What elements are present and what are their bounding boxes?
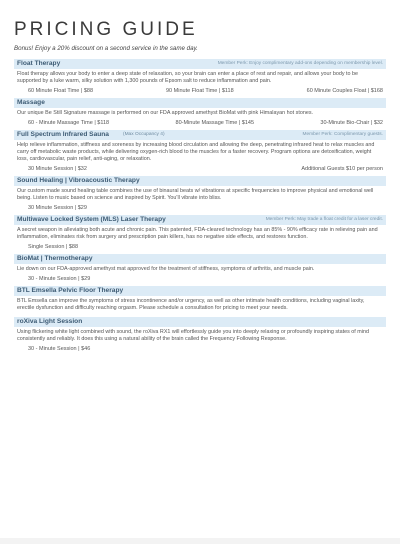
section-description: A secret weapon in alleviating both acute and chronic pain. This patented, FDA-cleared technology has an 85% - 90% efficacy rate in relieving pain and inflammation, eliminates risk from surgery and prescription pain killers, has no negative side effects, and restores function.	[17, 227, 378, 240]
price-item: Single Session | $88	[28, 244, 79, 250]
max-occupancy: (Max Occupancy 4)	[122, 132, 165, 137]
section-roxiva	[14, 317, 386, 354]
price-item: 30 Minute Session | $32	[28, 166, 87, 172]
price-item: 60 Minute Float Time | $88	[28, 88, 94, 94]
price-item: 30-Minute Bio-Chair | $32	[320, 120, 383, 126]
price-item: 30 - Minute Session | $46	[28, 346, 91, 352]
section-title: Multiwave Locked System (MLS) Laser Therapy	[17, 216, 166, 223]
section-header	[14, 215, 386, 225]
price-item: 80-Minute Massage Time | $145	[175, 120, 255, 126]
price-item: 30 Minute Session | $29	[28, 205, 87, 211]
bonus-note: Bonus! Enjoy a 20% discount on a second service in the same day.	[14, 45, 198, 52]
section-massage	[14, 98, 386, 128]
section-header	[14, 176, 386, 186]
section-description: Lie down on our FDA-approved amethyst mat approved for the treatment of stiffness, symptoms of arthritis, and muscle pain.	[17, 266, 315, 272]
section-header	[14, 286, 386, 296]
section-title: Massage	[17, 99, 45, 106]
section-header	[14, 98, 386, 108]
section-header	[14, 317, 386, 327]
section-header	[14, 59, 386, 69]
price-row	[14, 343, 386, 354]
price-row	[14, 85, 386, 96]
member-perk: Member Perk: Enjoy complimentary add-ons depending on membership level.	[217, 61, 383, 66]
price-item: 60 Minute Couples Float | $168	[306, 88, 383, 94]
member-perk: Member Perk: Complimentary guests.	[302, 132, 383, 137]
section-description: BTL Emsella can improve the symptoms of stress incontinence and/or urgency, as well as other intimate health conditions, including vaginal laxity, erectile dysfunction and difficulty reaching orgasm. Please schedule a consultation for pricing to meet your needs.	[17, 298, 365, 311]
section-header	[14, 130, 386, 140]
member-perk: Member Perk: May trade a float credit for a laser credit.	[265, 217, 383, 222]
section-biomat	[14, 254, 386, 284]
page-title: PRICING GUIDE	[14, 19, 198, 40]
section-title: Full Spectrum Infrared Sauna	[17, 131, 109, 138]
section-title: Sound Healing | Vibroacoustic Therapy	[17, 177, 140, 184]
section-description: Our unique Be Still Signature massage is performed on our FDA approved amethyst BioMat with pink Himalayan hot stones.	[17, 110, 314, 116]
price-item: Additional Guests $10 per person	[301, 166, 383, 172]
price-row	[14, 273, 386, 284]
section-float-therapy	[14, 59, 386, 96]
section-description: Help relieve inflammation, stiffness and soreness by increasing blood circulation and allowing the deep, penetrating infrared heat to relax muscles and carry off metabolic waste products, while delivering oxygen-rich blood to the muscles for a faster recovery. Program options are detoxification, weight loss, cardiovascular, pain relief, anti-aging, or relaxation.	[17, 142, 375, 162]
section-sound-healing	[14, 176, 386, 213]
price-item: 60 - Minute Massage Time | $118	[28, 120, 110, 126]
section-title: roXiva Light Session	[17, 318, 83, 325]
price-item: 30 - Minute Session | $29	[28, 276, 91, 282]
price-row	[14, 241, 386, 252]
section-description: Float therapy allows your body to enter a deep state of relaxation, so your brain can enter a place of rest and repair, and allows your body to be supported by a luke warm, silky solution with 1,300 pounds of Epsom salt to reduce inflammation and pain.	[17, 71, 359, 84]
section-title: BioMat | Thermotherapy	[17, 255, 93, 262]
section-title: Float Therapy	[17, 60, 61, 67]
section-infrared-sauna	[14, 130, 386, 174]
price-row	[14, 117, 386, 128]
section-btl-emsella	[14, 286, 386, 315]
section-description: Using flickering white light combined with sound, the roXiva RX1 will effortlessly guide you into deeply relaxing or profoundly inspiring states of mind consistently and reliably. It does this using a natural ability of the brain called the Frequency Following Response.	[17, 329, 369, 342]
price-row	[14, 202, 386, 213]
section-title: BTL Emsella Pelvic Floor Therapy	[17, 287, 124, 294]
section-header	[14, 254, 386, 264]
price-item: 90 Minute Float Time | $118	[166, 88, 234, 94]
page-bottom-edge	[0, 538, 400, 544]
section-description: Our custom made sound healing table combines the use of binaural beats w/ vibrations at specific frequencies to improve physical and emotional well being. Listen to music based on science and inspired by Spirit. You'll vibrate into bliss.	[17, 188, 374, 201]
section-mls-laser	[14, 215, 386, 252]
price-row	[14, 163, 386, 174]
